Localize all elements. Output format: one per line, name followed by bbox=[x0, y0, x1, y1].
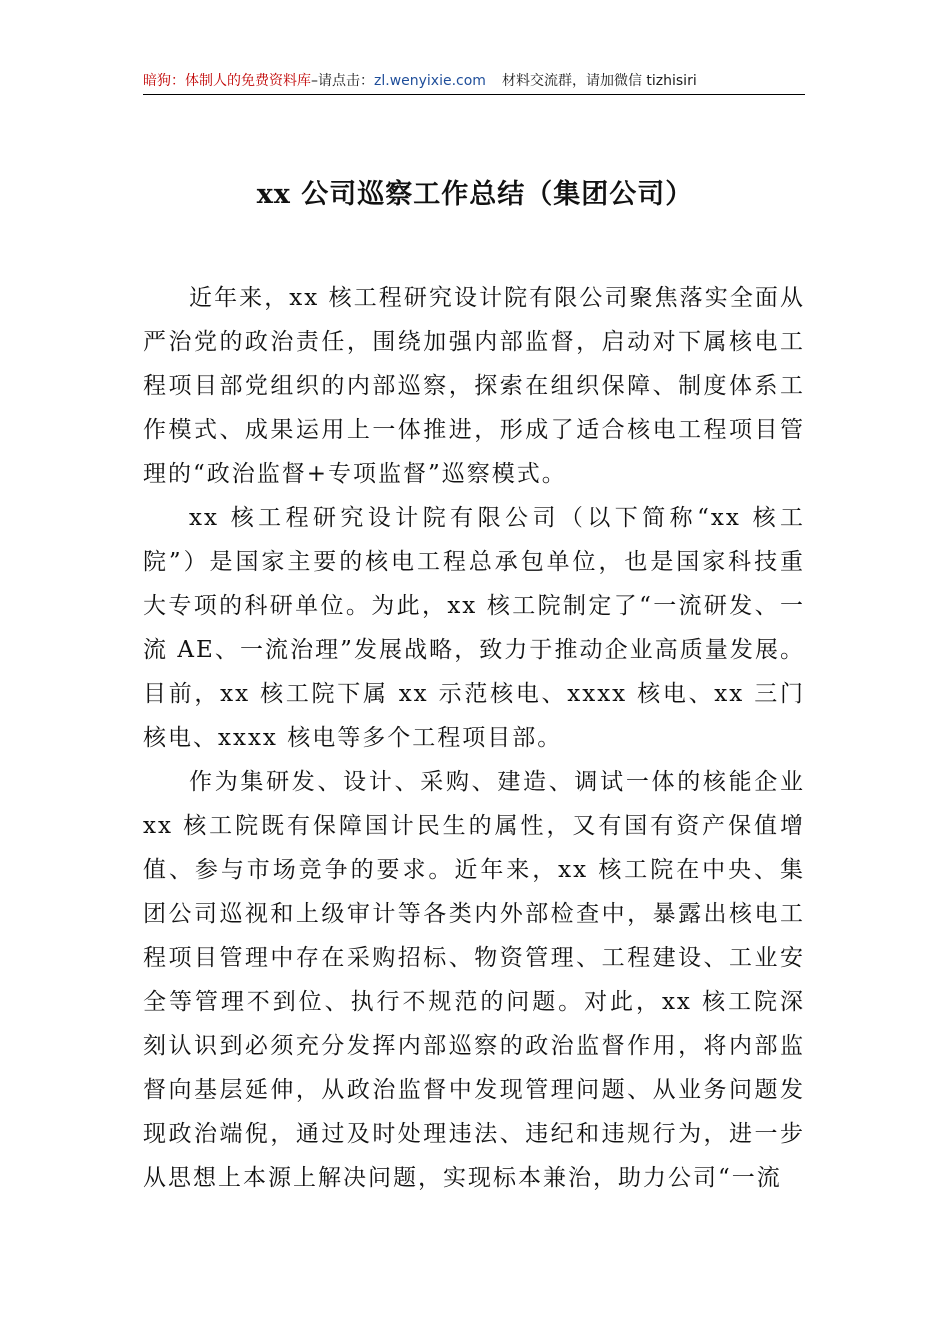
paragraph-3: 作为集研发、设计、采购、建造、调试一体的核能企业 xx 核工院既有保障国计民生的属性，又有国有资产保值增值、参与市场竞争的要求。近年来，xx 核工院在中央、集团公司巡视和上级审计等各类内外部检查中，暴露出核电工程项目管理中存在采购招标、物资管理、工程建设、工业安全等管理不到位、执行不规范的问题。对此，xx 核工院深刻认识到必须充分发挥内部巡察的政治监督作用，将内部监督向基层延伸，从政治监督中发现管理问题、从业务问题发现政治端倪，通过及时处理违法、违纪和违规行为，进一步从思想上本源上解决问题，实现标本兼治，助力公司“一流 bbox=[143, 769, 805, 1191]
header-prompt: –请点击： bbox=[311, 73, 374, 89]
document-title: xx 公司巡察工作总结（集团公司） bbox=[256, 179, 694, 210]
page-header bbox=[143, 70, 805, 95]
header-group-info: 材料交流群，请加微信 tizhisiri bbox=[501, 73, 697, 89]
paragraph-1: 近年来，xx 核工程研究设计院有限公司聚焦落实全面从严治党的政治责任，围绕加强内部监督，启动对下属核电工程项目部党组织的内部巡察，探索在组织保障、制度体系工作模式、成果运用上一体推进，形成了适合核电工程项目管理的“政治监督+专项监督”巡察模式。 bbox=[143, 285, 805, 487]
paragraph-2: xx 核工程研究设计院有限公司（以下简称“xx 核工院”）是国家主要的核电工程总承包单位，也是国家科技重大专项的科研单位。为此，xx 核工院制定了“一流研发、一流 AE、一流治理”发展战略，致力于推动企业高质量发展。目前，xx 核工院下属 xx 示范核电、xxxx 核电、xx 三门核电、xxxx 核电等多个工程项目部。 bbox=[143, 505, 805, 751]
document-body bbox=[143, 276, 805, 1200]
header-link[interactable]: zl.wenyixie.com bbox=[374, 73, 486, 89]
header-brand: 暗狗：体制人的免费资料库 bbox=[143, 73, 311, 89]
